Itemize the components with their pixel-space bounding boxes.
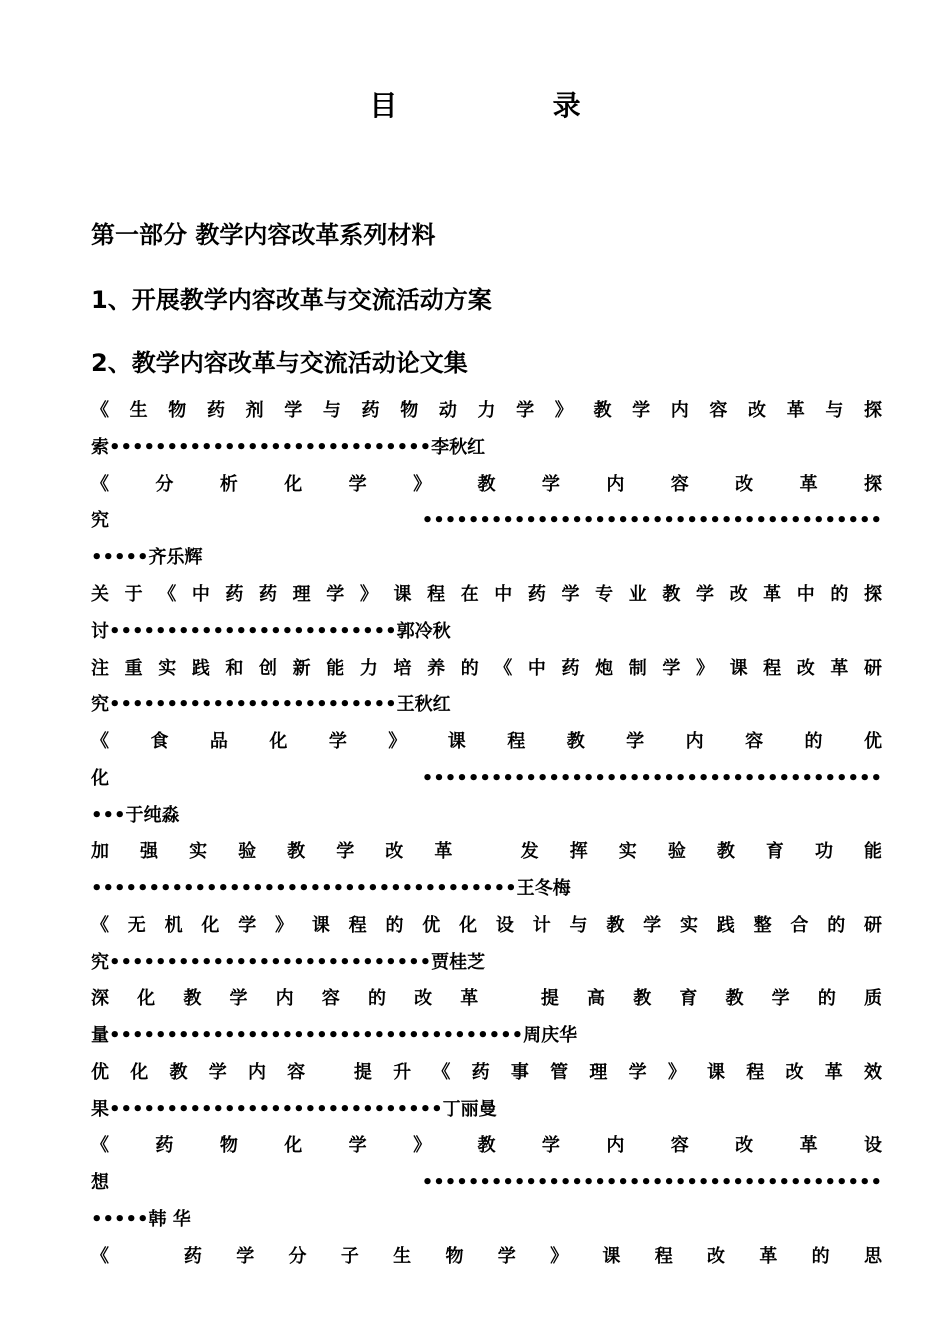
toc-entry-dots: 究 •••••••••••••••••••••••••••••••••••••••• [91, 510, 882, 531]
toc-entry-title: 加强实验教学改革 发挥实验教育功能 [91, 841, 882, 862]
toc-entry-title: 《食品化学》课程教学内容的优 [91, 731, 882, 752]
toc-entry-dots: 量••••••••••••••••••••••••••••••••••••周庆华 [91, 1025, 578, 1046]
section-heading-1: 1、开展教学内容改革与交流活动方案 [91, 286, 492, 314]
toc-entry-dots: 究•••••••••••••••••••••••••王秋红 [91, 694, 451, 715]
toc-entry-dots: 想 •••••••••••••••••••••••••••••••••••••••• [91, 1172, 882, 1193]
toc-entry-author-line: •••••韩 华 [91, 1209, 191, 1230]
toc-entry-title: 《无机化学》课程的优化设计与教学实践整合的研 [91, 915, 882, 936]
toc-entry-dots: •••••••••••••••••••••••••••••••••••••王冬梅 [91, 878, 571, 899]
toc-entry-title: 深化教学内容的改革 提高教育教学的质 [91, 988, 882, 1009]
toc-entry-author-line: •••••齐乐辉 [91, 547, 203, 568]
toc-entry-dots: 化 •••••••••••••••••••••••••••••••••••••••• [91, 768, 882, 789]
toc-entry-title: 《分析化学》教学内容改革探 [91, 474, 882, 495]
toc-entry-dots: 索••••••••••••••••••••••••••••李秋红 [91, 437, 486, 458]
toc-entry-dots: 讨•••••••••••••••••••••••••郭冷秋 [91, 621, 451, 642]
toc-entry-title: 优化教学内容 提升《药事管理学》课程改革效 [91, 1062, 882, 1083]
page-title: 目 录 [369, 89, 654, 122]
toc-entry-title: 《 药学分子生物学》课程改革的思 [91, 1246, 882, 1267]
toc-entry-author-line: •••于纯淼 [91, 805, 180, 826]
section-heading-2: 2、教学内容改革与交流活动论文集 [91, 349, 468, 377]
toc-entry-title: 《药物化学》教学内容改革设 [91, 1135, 882, 1156]
toc-entry-title: 《生物药剂学与药物动力学》教学内容改革与探 [91, 400, 882, 421]
toc-entry-dots: 究••••••••••••••••••••••••••••贾桂芝 [91, 952, 486, 973]
toc-entry-dots: 果•••••••••••••••••••••••••••••丁丽曼 [91, 1099, 497, 1120]
toc-entry-title: 注重实践和创新能力培养的《中药炮制学》课程改革研 [91, 658, 882, 679]
toc-entry-title: 关于《中药药理学》课程在中药学专业教学改革中的探 [91, 584, 882, 605]
part-heading: 第一部分 教学内容改革系列材料 [91, 221, 436, 249]
